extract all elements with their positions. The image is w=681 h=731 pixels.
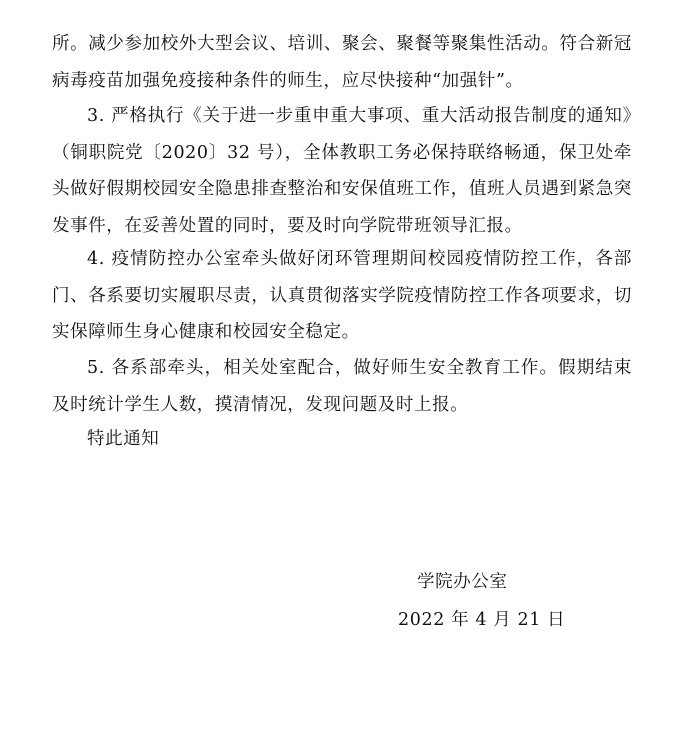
paragraph-continuation: 所。减少参加校外大型会议、培训、聚会、聚餐等聚集性活动。符合新冠病毒疫苗加强免疫接种条件的师生，应尽快接种“加强针”。 xyxy=(52,34,632,91)
closing-notice: 特此通知 xyxy=(87,429,160,449)
signature-date: 2022 年 4 月 21 日 xyxy=(398,610,566,630)
paragraph-item-4: 4. 疫情防控办公室牵头做好闭环管理期间校园疫情防控工作，各部门、各系要切实履职尽责，认真贯彻落实学院疫情防控工作各项要求，切实保障师生身心健康和校园安全稳定。 xyxy=(52,249,632,342)
paragraph-item-5: 5. 各系部牵头，相关处室配合，做好师生安全教育工作。假期结束及时统计学生人数，摸清情况，发现问题及时上报。 xyxy=(52,358,632,415)
paragraph-item-3: 3. 严格执行《关于进一步重申重大事项、重大活动报告制度的通知》（铜职院党〔2020〕32 号），全体教职工务必保持联络畅通，保卫处牵头做好假期校园安全隐患排查整治和安保值班工作，值班人员遇到紧急突发事件，在妥善处置的同时，要及时向学院带班领导汇报。 xyxy=(52,106,632,236)
signature-office: 学院办公室 xyxy=(417,572,508,592)
